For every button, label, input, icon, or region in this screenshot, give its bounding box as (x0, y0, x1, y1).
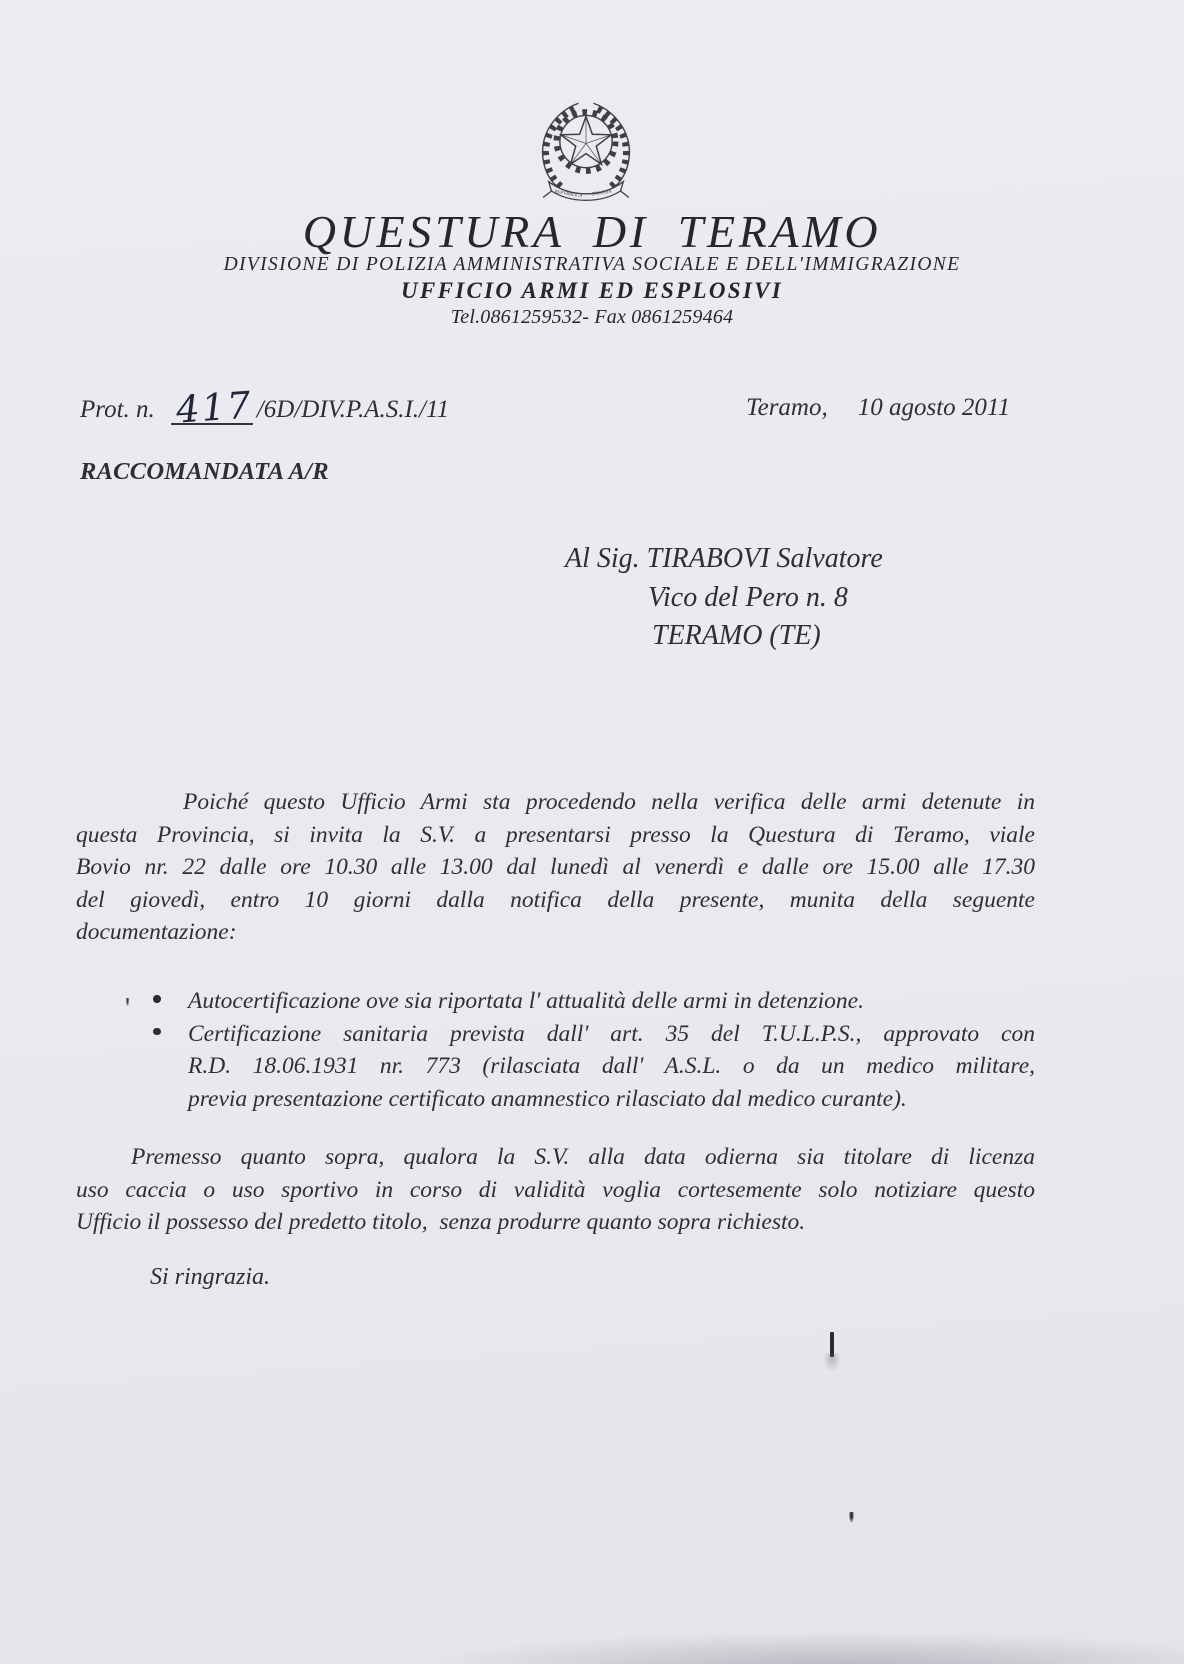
date: 10 agosto 2011 (857, 394, 1011, 421)
italian-republic-emblem-icon (530, 93, 642, 205)
emblem-ribbon-text-left: REPVBBLICA (553, 189, 583, 200)
pen-stroke-mark (830, 1332, 834, 1357)
text-line: documentazione: (76, 919, 237, 946)
division-line: DIVISIONE DI POLIZIA AMMINISTRATIVA SOCIALE E DELL'IMMIGRAZIONE (223, 254, 961, 275)
text-line: Bovio nr. 22 dalle ore 10.30 alle 13.00 dal lunedì al venerdì e dalle ore 15.00 alle 17.30 (76, 854, 1035, 881)
bullet-dot-icon (153, 1028, 161, 1036)
protocol-row (80, 383, 1038, 432)
organization-name: QUESTURA DI TERAMO (302, 206, 882, 257)
bullet-text (188, 985, 1035, 1018)
ink-speck (849, 1512, 854, 1523)
text-line: previa presentazione certificato anamnestico rilasciato dal medico curante). (188, 1085, 907, 1112)
bullet-dot-icon (153, 995, 161, 1003)
text-line: uso caccia o uso sportivo in corso di validità voglia cortesemente solo notiziare questo (76, 1176, 1035, 1203)
bullet-item (76, 1018, 1035, 1116)
ink-stray-dot (126, 998, 129, 1006)
delivery-method: RACCOMANDATA A/R (80, 458, 329, 485)
scan-shadow (430, 1632, 1184, 1664)
text-line: Ufficio il possesso del predetto titolo, senza produrre quanto sopra richiesto. (76, 1209, 806, 1236)
place: Teramo, (746, 394, 828, 421)
paragraph-1 (76, 786, 1035, 949)
paragraph-2 (76, 1141, 1035, 1239)
text-line: R.D. 18.06.1931 nr. 773 (rilasciata dall' A.S.L. o da un medico militare, (188, 1053, 1035, 1080)
contact-line: Tel.0861259532- Fax 0861259464 (450, 306, 734, 328)
text-line: questa Provincia, si invita la S.V. a presentarsi presso la Questura di Teramo, viale (76, 821, 1035, 848)
recipient-city: TERAMO (TE) (652, 620, 821, 651)
prot-label: Prot. n. (80, 396, 155, 423)
handwritten-protocol-number: 417 (174, 383, 254, 432)
text-line: del giovedì, entro 10 giorni dalla notifica della presente, munita della seguente (76, 886, 1035, 913)
letterhead (0, 93, 1184, 328)
recipient-name: Al Sig. TIRABOVI Salvatore (565, 543, 883, 574)
prot-underline (171, 383, 254, 432)
bullet-item (76, 985, 1035, 1018)
place-date (746, 393, 1010, 423)
text-line: Certificazione sanitaria prevista dall' art. 35 del T.U.L.P.S., approvato con (188, 1020, 1035, 1047)
bullet-text (188, 1018, 1035, 1116)
bullet-list (76, 985, 1035, 1115)
text-line: Poiché questo Ufficio Armi sta procedendo nella verifica delle armi detenute in (183, 789, 1035, 815)
text-line: Premesso quanto sopra, qualora la S.V. alla data odierna sia titolare di licenza (131, 1144, 1035, 1170)
text-line: Autocertificazione ove sia riportata l' attualità delle armi in detenzione. (188, 988, 864, 1014)
closing-line: Si ringrazia. (150, 1264, 271, 1290)
recipient-block (565, 540, 883, 656)
prot-suffix: /6D/DIV.P.A.S.I./11 (256, 396, 450, 423)
emblem-ribbon-text-right: ITALIANA (591, 189, 613, 198)
office-line: UFFICIO ARMI ED ESPLOSIVI (401, 278, 783, 303)
recipient-street: Vico del Pero n. 8 (648, 581, 848, 613)
